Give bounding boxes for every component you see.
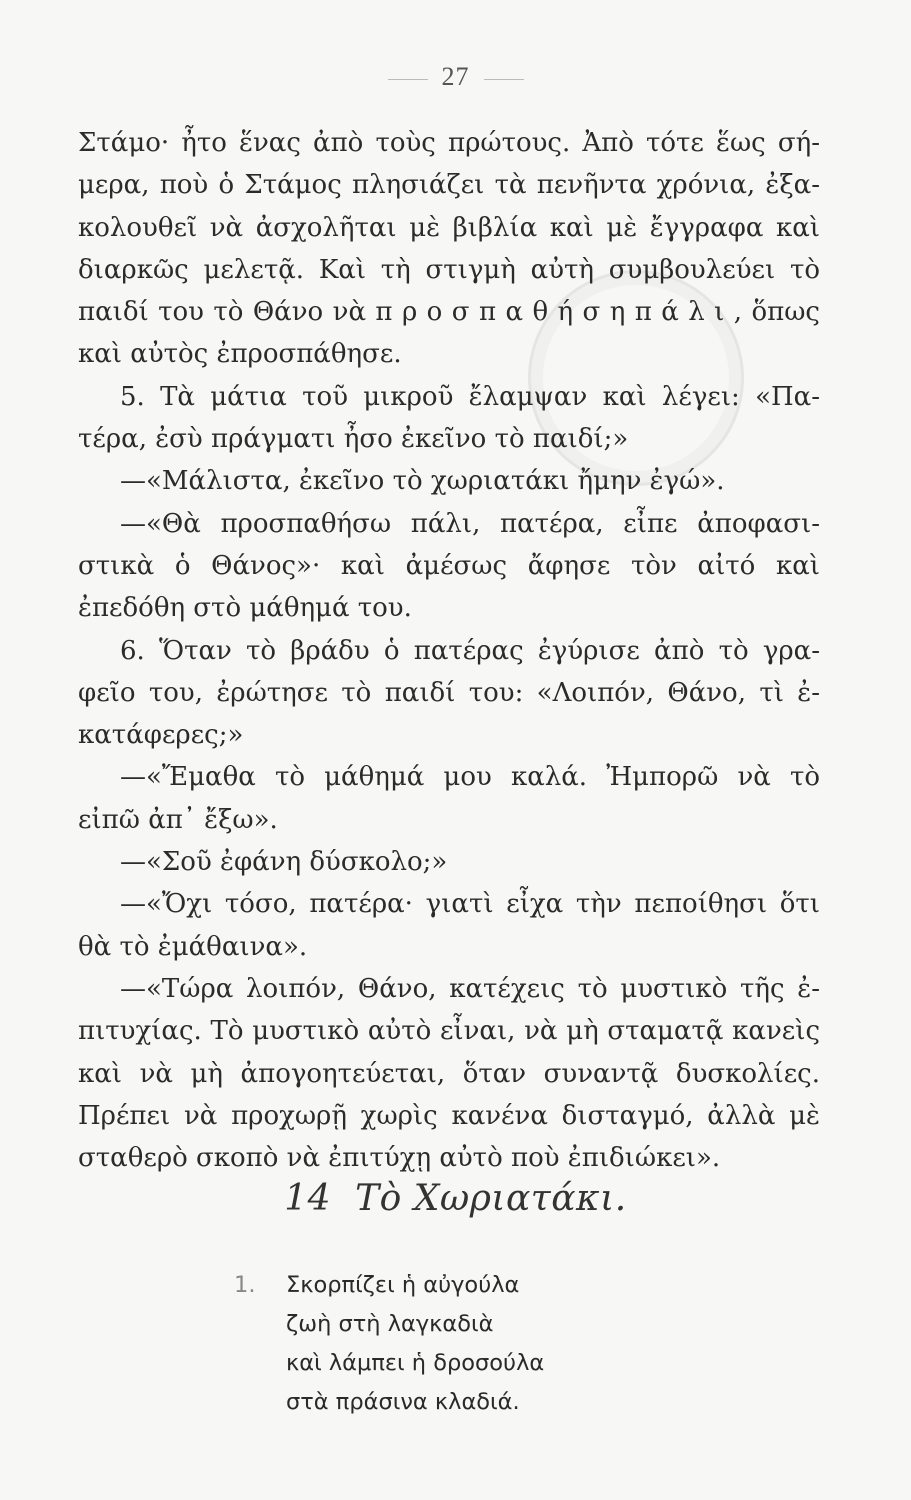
poem-line: στὰ πράσινα κλαδιά. <box>286 1389 520 1415</box>
text-line: στικὰ ὁ Θάνος»· καὶ ἀμέσως ἄφησε τὸν αἰτό καὶ <box>78 550 820 581</box>
text-line: φεῖο του, ἐρώτησε τὸ παιδί του: «Λοιπόν, Θάνο, τὶ ἐ- <box>78 677 820 708</box>
text-line: τέρα, ἐσὺ πράγματι ἦσο ἐκεῖνο τὸ παιδί;» <box>78 424 629 455</box>
text-line: Στάμο· ἦτο ἕνας ἀπὸ τοὺς πρώτους. Ἀπὸ τότε ἕως σή- <box>78 128 820 158</box>
text-line: —«Μάλιστα, ἐκεῖνο τὸ χωριατάκι ἤμην ἐγώ». <box>120 466 725 497</box>
text-line: Πρέπει νὰ προχωρῇ χωρὶς κανένα δισταγμό, ἀλλὰ μὲ <box>78 1100 820 1131</box>
chapter-heading <box>0 1178 911 1219</box>
text-line: εἰπῶ ἀπ᾿ ἔξω». <box>78 804 278 835</box>
text-line: 5. Τὰ μάτια τοῦ μικροῦ ἔλαμψαν καὶ λέγει: «Πα- <box>120 381 820 412</box>
stanza-number: 1. <box>234 1272 256 1298</box>
chapter-title: Τὸ Χωριατάκι. <box>355 1178 627 1219</box>
text-line: —«Σοῦ ἐφάνη δύσκολο;» <box>120 847 448 878</box>
page-number: 27 <box>0 62 911 92</box>
text-line: καὶ νὰ μὴ ἀπογοητεύεται, ὅταν συναντᾷ δυσκολίες. <box>78 1058 820 1089</box>
text-line: —«Ὄχι τόσο, πατέρα· γιατὶ εἶχα τὴν πεποίθησι ὅτι <box>120 889 820 920</box>
poem-stanza <box>234 1266 545 1422</box>
text-line: μερα, ποὺ ὁ Στάμος πλησιάζει τὰ πενῆντα χρόνια, ἐξα- <box>78 170 820 201</box>
text-line: κατάφερες;» <box>78 720 244 751</box>
poem-line: Σκορπίζει ἡ αὐγούλα <box>286 1272 520 1298</box>
text-line: θὰ τὸ ἐμάθαινα». <box>78 931 308 962</box>
text-line: πιτυχίας. Τὸ μυστικὸ αὐτὸ εἶναι, νὰ μὴ σταματᾷ κανεὶς <box>78 1016 820 1047</box>
text-line: σταθερὸ σκοπὸ νὰ ἐπιτύχῃ αὐτὸ ποὺ ἐπιδιώκει». <box>78 1143 721 1174</box>
text-line: κολουθεῖ νὰ ἀσχολῆται μὲ βιβλία καὶ μὲ ἔγγραφα καὶ <box>78 212 820 243</box>
text-line: καὶ αὐτὸς ἐπροσπάθησε. <box>78 339 402 370</box>
text-line: διαρκῶς μελετᾷ. Καὶ τὴ στιγμὴ αὐτὴ συμβουλεύει τὸ <box>78 254 820 285</box>
poem-line: ζωὴ στὴ λαγκαδιὰ <box>286 1311 494 1337</box>
chapter-number: 14 <box>284 1178 332 1219</box>
poem-line: καὶ λάμπει ἡ δροσούλα <box>286 1350 545 1376</box>
text-line: —«Θὰ προσπαθήσω πάλι, πατέρα, εἶπε ἀποφασι- <box>120 508 820 539</box>
text-line: παιδί του τὸ Θάνο νὰ π ρ ο σ π α θ ή σ η π ά λ ι , ὅπως <box>78 297 820 328</box>
prose-text <box>78 122 820 1179</box>
text-line: —«Τώρα λοιπόν, Θάνο, κατέχεις τὸ μυστικὸ τῆς ἐ- <box>120 973 820 1004</box>
text-line: ἐπεδόθη στὸ μάθημά του. <box>78 593 412 624</box>
text-line: 6. Ὅταν τὸ βράδυ ὁ πατέρας ἐγύρισε ἀπὸ τὸ γρα- <box>120 635 820 666</box>
text-line: —«Ἔμαθα τὸ μάθημά μου καλά. Ἠμπορῶ νὰ τὸ <box>120 762 820 793</box>
